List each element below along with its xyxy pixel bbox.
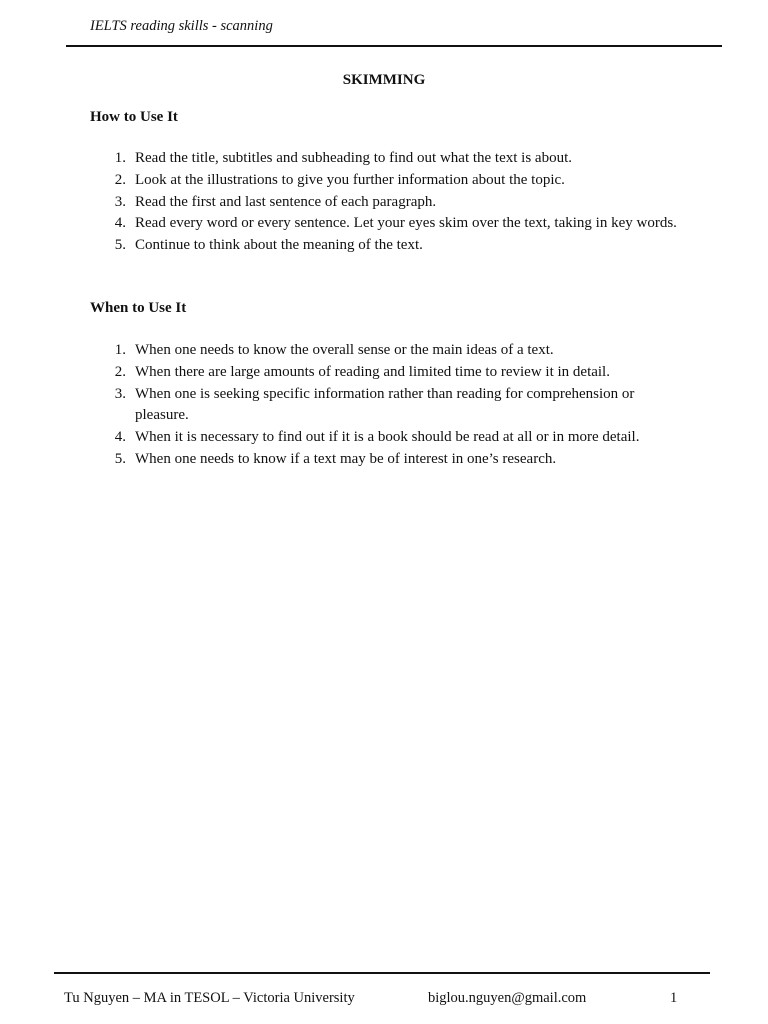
list-item xyxy=(90,192,690,214)
list-item xyxy=(90,235,690,257)
how-to-use-list xyxy=(90,148,690,257)
list-item xyxy=(90,427,690,449)
list-item-text: When it is necessary to find out if it is a book should be read at all or in more detail. xyxy=(135,429,640,446)
list-item xyxy=(90,362,690,384)
page-number: 1 xyxy=(670,990,678,1006)
list-item-text: Look at the illustrations to give you further information about the topic. xyxy=(135,171,565,188)
footer-author: Tu Nguyen – MA in TESOL – Victoria University xyxy=(64,990,355,1006)
list-item-number: 5. xyxy=(114,450,126,467)
footer-divider xyxy=(54,972,710,974)
list-item xyxy=(90,170,690,192)
list-item-text: When one is seeking specific information rather than reading for comprehension or pleasure. xyxy=(135,385,635,424)
how-to-use-heading: How to Use It xyxy=(90,109,178,125)
list-item xyxy=(90,384,690,428)
list-item-number: 3. xyxy=(114,385,126,402)
header-divider xyxy=(66,45,722,47)
list-item-number: 1. xyxy=(114,342,126,358)
list-item-text: Read every word or every sentence. Let your eyes skim over the text, taking in key words. xyxy=(135,215,677,232)
list-item-text: Read the title, subtitles and subheading to find out what the text is about. xyxy=(135,150,573,166)
list-item-text: When one needs to know the overall sense or the main ideas of a text. xyxy=(135,342,554,358)
when-to-use-heading: When to Use It xyxy=(90,300,187,316)
when-to-use-list xyxy=(90,340,690,471)
running-header: IELTS reading skills - scanning xyxy=(90,18,273,34)
list-item-text: When there are large amounts of reading and limited time to review it in detail. xyxy=(135,363,610,380)
list-item-number: 4. xyxy=(114,215,126,232)
list-item-number: 5. xyxy=(114,237,126,254)
footer-email: biglou.nguyen@gmail.com xyxy=(428,990,587,1006)
list-item-number: 1. xyxy=(114,150,126,166)
page-title: SKIMMING xyxy=(342,72,426,88)
list-item-number: 2. xyxy=(114,171,126,188)
list-item-number: 2. xyxy=(114,363,126,380)
list-item-number: 4. xyxy=(114,429,126,446)
list-item-text: When one needs to know if a text may be of interest in one’s research. xyxy=(135,450,557,467)
list-item xyxy=(90,340,690,362)
list-item xyxy=(90,213,690,235)
list-item-text: Continue to think about the meaning of the text. xyxy=(135,237,423,254)
list-item-number: 3. xyxy=(114,193,126,210)
list-item-text: Read the first and last sentence of each paragraph. xyxy=(135,193,437,210)
list-item xyxy=(90,148,690,170)
list-item xyxy=(90,449,690,471)
